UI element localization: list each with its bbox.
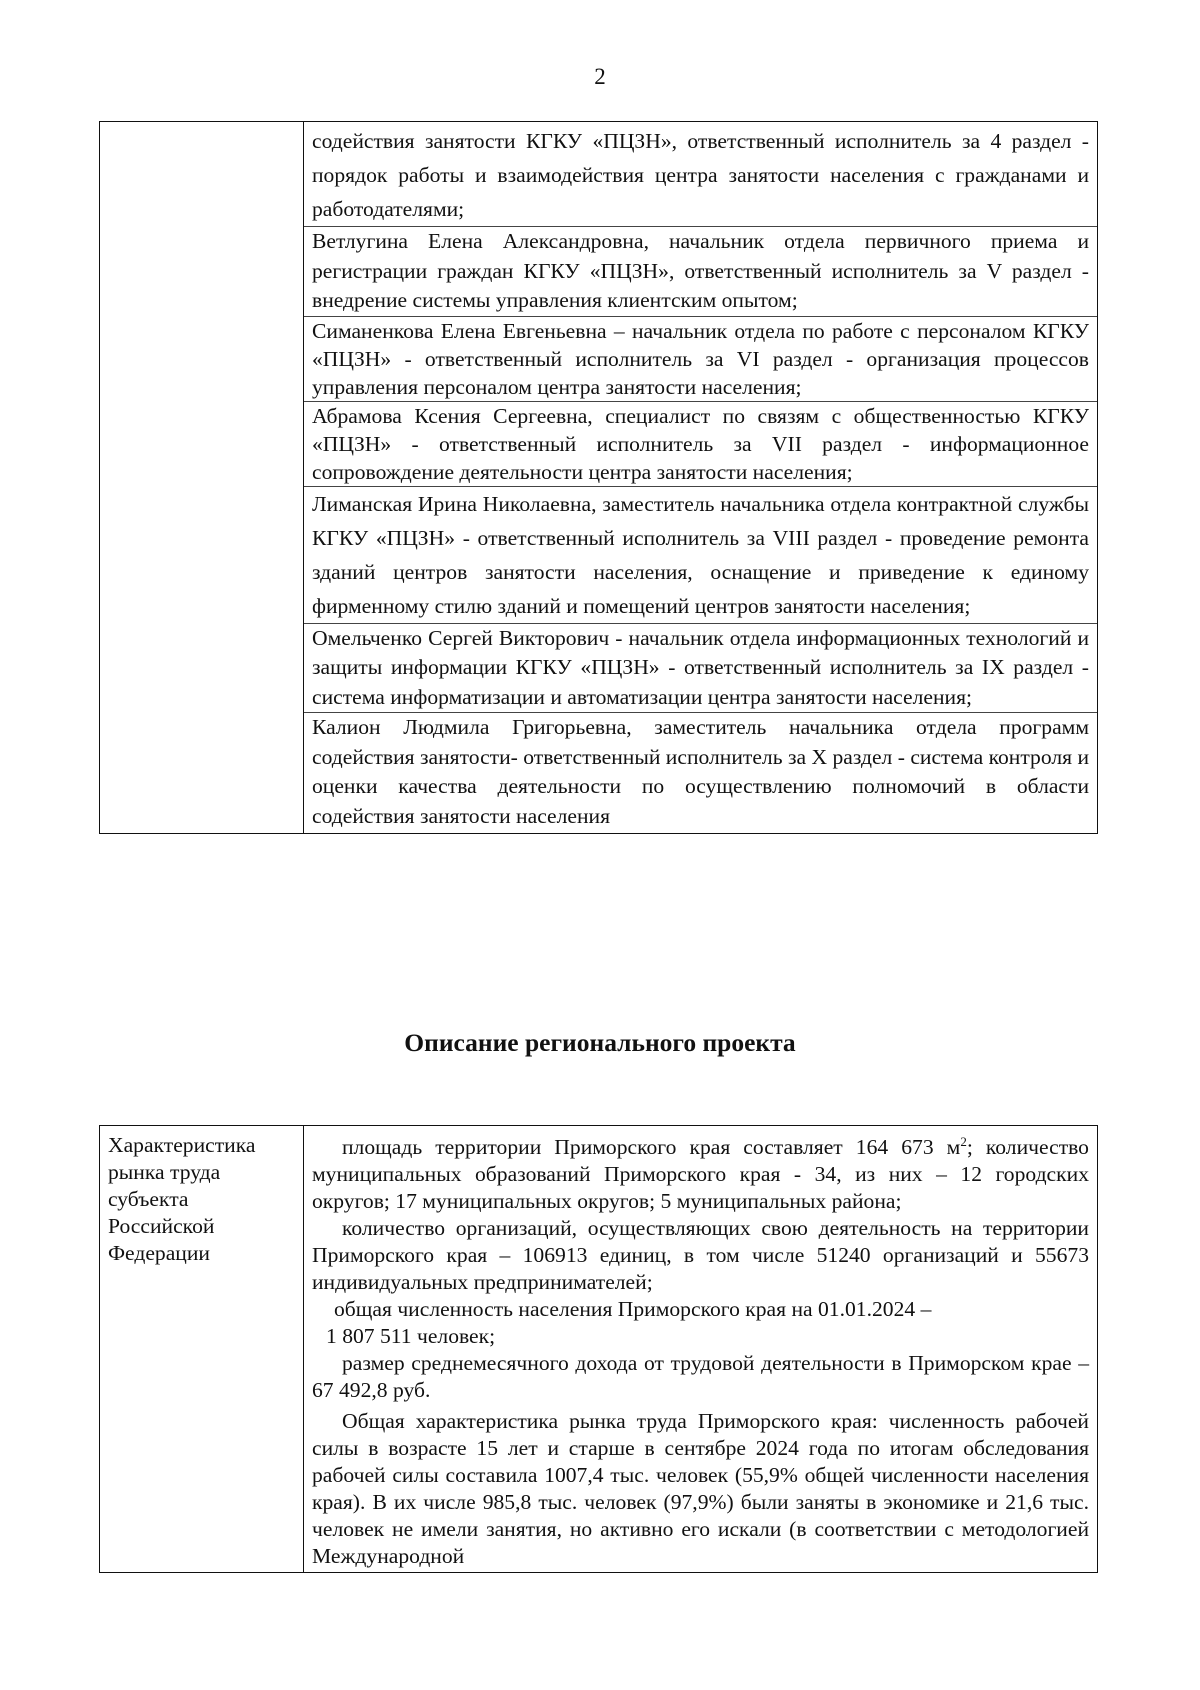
page-number: 2 (594, 64, 606, 89)
responsibility-item: Лиманская Ирина Николаевна, заместитель начальника отдела контрактной службы КГКУ «ПЦЗН» - ответственный исполнитель за VIII раздел - проведение ремонта зданий центров занятости населения, оснащение и приведение к единому фирменному стилю зданий и помещений центров занятости населения; (312, 491, 1089, 618)
responsibility-item: Ветлугина Елена Александровна, начальник отдела первичного приема и регистрации граждан КГКУ «ПЦЗН», ответственный исполнитель за V раздел - внедрение системы управления клиентским опытом; (312, 229, 1089, 312)
responsibility-item: Симаненкова Елена Евгеньевна – начальник отдела по работе с персоналом КГКУ «ПЦЗН» - ответственный исполнитель за VI раздел - организация процессов управления персоналом центра занятости населения; (312, 318, 1089, 399)
population-value: 1 807 511 человек; (326, 1324, 496, 1349)
area-rest: ; количество муниципальных образований Приморского края - 34, из них – 12 городских округов; 17 муниципальных округов; 5 муниципальных района; (312, 1135, 1089, 1214)
responsibility-item: Абрамова Ксения Сергеевна, специалист по связям с общественностью КГКУ «ПЦЗН» - ответственный исполнитель за VII раздел - информационное сопровождение деятельности центра занятости населения; (312, 403, 1089, 484)
responsibility-item: содействия занятости КГКУ «ПЦЗН», ответственный исполнитель за 4 раздел - порядок работы и взаимодействия центра занятости населения с гражданами и работодателями; (312, 129, 1089, 221)
population-line: общая численность населения Приморского края на 01.01.2024 – (334, 1297, 932, 1322)
area-paragraph (312, 1128, 1089, 1215)
label-line: рынка труда (108, 1160, 221, 1184)
responsibility-item: Калион Людмила Григорьевна, заместитель начальника отдела программ содействия занятости- ответственный исполнитель за X раздел - система контроля и оценки качества деятельности по осуществлению полномочий в области содействия занятости населения (312, 715, 1089, 828)
labor-market-paragraph: Общая характеристика рынка труда Приморского края: численность рабочей силы в возрасте 15 лет и старше в сентябре 2024 года по итогам обследования рабочей силы составила 1007,4 тыс. человек (55,9% общей численности населения края). В их числе 985,8 тыс. человек (97,9%) были заняты в экономике и 21,6 тыс. человек не имели занятия, но активно его искали (в соответствии с методологией Международной (312, 1409, 1089, 1569)
responsibles-text-cell (304, 122, 1098, 834)
characteristics-label (100, 1126, 304, 1573)
responsibles-label-cell (100, 122, 304, 834)
characteristics-table (99, 1125, 1098, 1573)
income-paragraph: размер среднемесячного дохода от трудовой деятельности в Приморском крае – 67 492,8 руб. (312, 1351, 1089, 1403)
characteristics-text-cell (304, 1126, 1098, 1573)
area-superscript: 2 (960, 1134, 967, 1149)
label-line: Российской (108, 1214, 215, 1238)
label-line: субъекта (108, 1187, 189, 1211)
label-line: Федерации (108, 1241, 210, 1265)
section-heading: Описание регионального проекта (404, 1028, 796, 1057)
responsibles-table (99, 121, 1098, 834)
responsibility-item: Омельченко Сергей Викторович - начальник отдела информационных технологий и защиты информации КГКУ «ПЦЗН» - ответственный исполнитель за IX раздел - система информатизации и автоматизации центра занятости населения; (312, 625, 1089, 709)
label-line: Характеристика (108, 1133, 256, 1157)
organizations-paragraph: количество организаций, осуществляющих свою деятельность на территории Приморского края – 106913 единиц, в том числе 51240 организаций и 55673 индивидуальных предпринимателей; (312, 1216, 1089, 1295)
area-text: площадь территории Приморского края составляет 164 673 м (342, 1135, 961, 1160)
